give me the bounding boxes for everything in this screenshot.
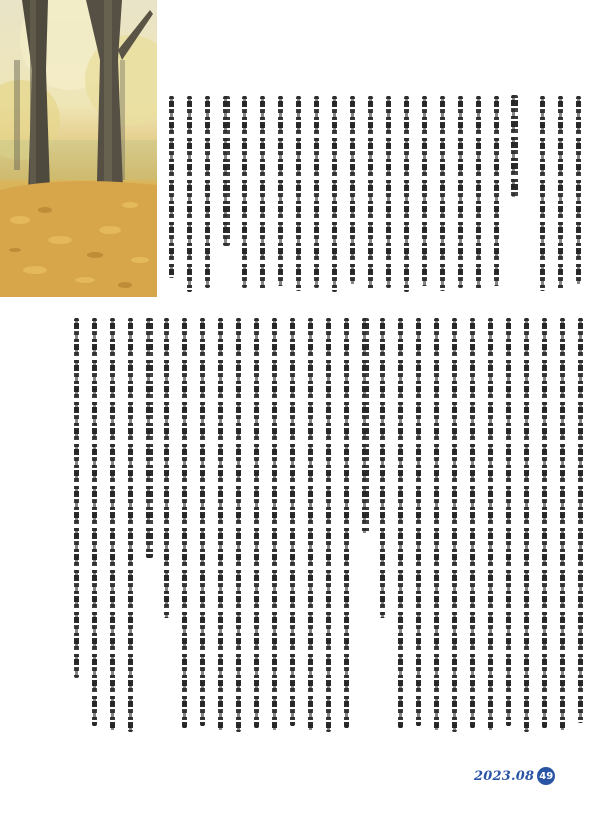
text-column xyxy=(236,318,241,732)
text-column xyxy=(560,318,565,730)
text-column xyxy=(542,318,547,728)
text-column xyxy=(278,96,283,286)
text-column xyxy=(314,96,319,288)
text-column xyxy=(540,96,545,291)
text-column xyxy=(254,318,259,728)
autumn-tree-illustration xyxy=(0,0,157,297)
text-column xyxy=(398,318,403,728)
section-heading-column xyxy=(146,318,153,558)
text-column xyxy=(260,96,265,290)
text-column xyxy=(242,96,247,288)
section-heading-column xyxy=(511,95,518,197)
text-column xyxy=(344,318,349,728)
text-column xyxy=(470,318,475,728)
text-column xyxy=(169,96,174,278)
text-column xyxy=(422,96,427,286)
text-column xyxy=(332,96,337,292)
text-column xyxy=(326,318,331,732)
text-column xyxy=(458,96,463,288)
text-column xyxy=(576,96,581,284)
text-column xyxy=(386,96,391,288)
text-column xyxy=(182,318,187,728)
text-column xyxy=(308,318,313,730)
text-column xyxy=(506,318,511,726)
text-column xyxy=(434,318,439,730)
text-column xyxy=(290,318,295,726)
text-column xyxy=(494,96,499,286)
text-column xyxy=(296,96,301,291)
text-column xyxy=(558,96,563,290)
text-column xyxy=(205,96,210,288)
text-column xyxy=(110,318,115,730)
text-column xyxy=(404,96,409,292)
text-column xyxy=(368,96,373,290)
issue-date: 2023.08 xyxy=(474,768,535,784)
text-column xyxy=(74,318,79,678)
section-heading-column xyxy=(223,96,230,246)
text-column xyxy=(416,318,421,726)
text-column xyxy=(200,318,205,726)
text-column xyxy=(92,318,97,726)
text-column xyxy=(452,318,457,732)
text-column xyxy=(164,318,169,618)
page-number-badge: 49 xyxy=(537,767,555,785)
autumn-tree-photo xyxy=(0,0,157,297)
text-column xyxy=(380,318,385,618)
text-column xyxy=(272,318,277,730)
page-footer xyxy=(474,766,555,786)
text-column xyxy=(128,318,133,732)
section-heading-column xyxy=(362,318,369,533)
text-column xyxy=(440,96,445,291)
text-column xyxy=(187,96,192,292)
text-column xyxy=(350,96,355,284)
text-column xyxy=(476,96,481,289)
text-column xyxy=(218,318,223,730)
text-column xyxy=(578,318,583,723)
text-column xyxy=(524,318,529,732)
text-column xyxy=(488,318,493,730)
